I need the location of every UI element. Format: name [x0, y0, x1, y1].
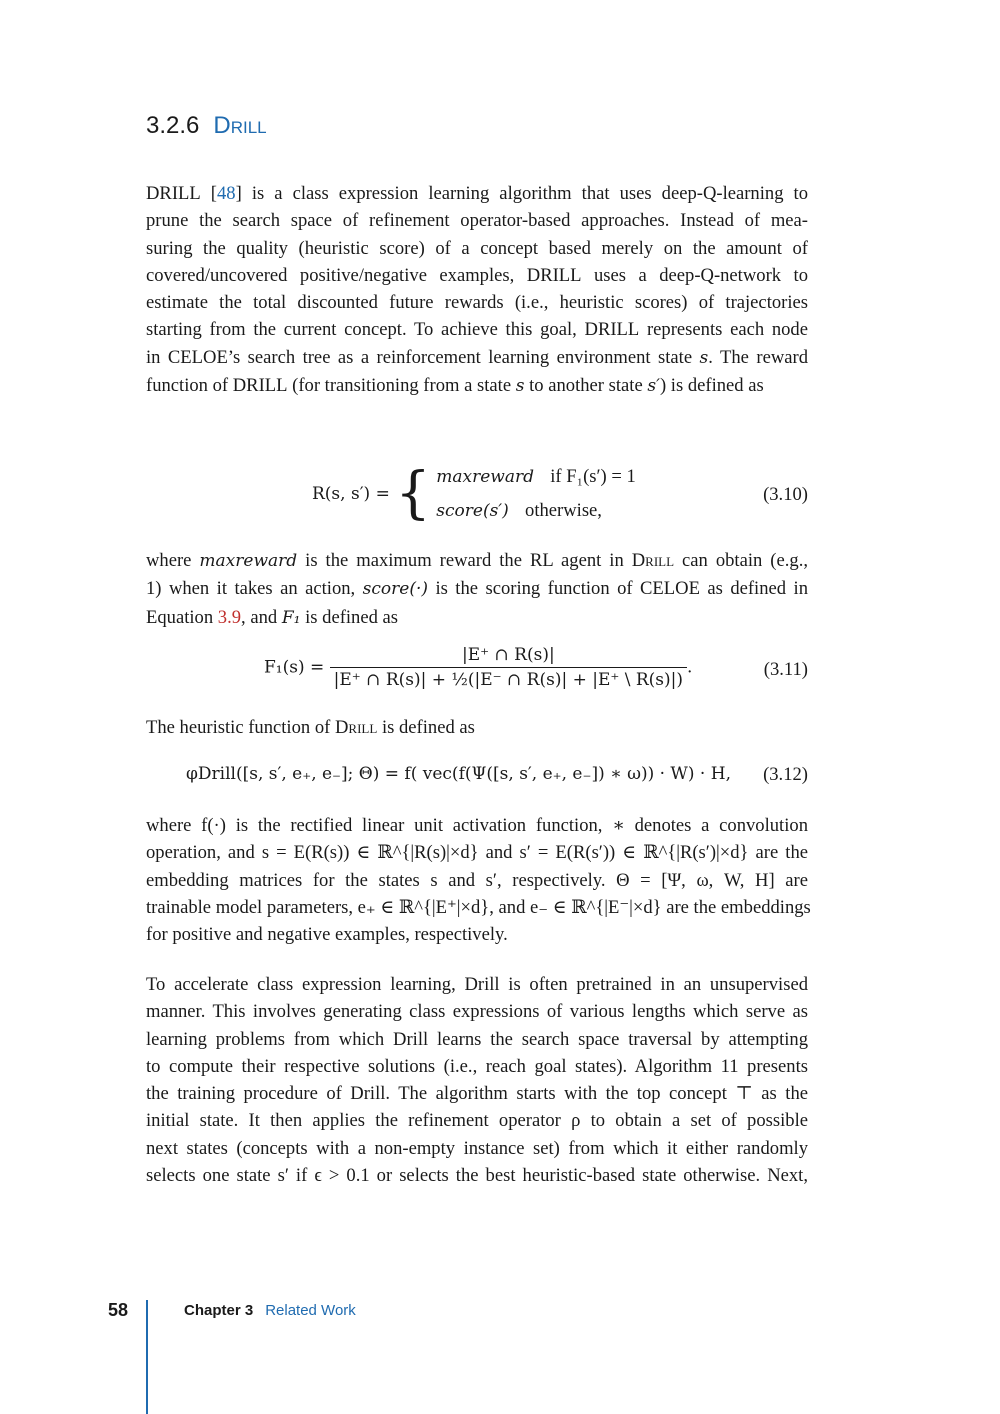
text-line: selects one state s′ if ϵ > 0.1 or selects the best heuristic-based state otherwise. Next, [146, 1165, 808, 1187]
text-line: operation, and s = E(R(s)) ∈ ℝ^{|R(s)|×d} and s′ = E(R(s′)) ∈ ℝ^{|R(s′)|×d} are the [146, 842, 808, 864]
citation-link[interactable]: 48 [217, 183, 236, 204]
paragraph-maxreward [146, 547, 808, 632]
equation-3-11: F₁(s) = $\frac{|E^+ \cap R(s)|}{\text{|E⁺ ∩ R(s)| + ½(|E⁻ ∩ R(s)| + |E⁺ \textbackslash{} R(s)|)}}$ . (3.11) [264, 645, 808, 690]
text-line: initial state. It then applies the refinement operator ρ to obtain a set of possible [146, 1110, 808, 1132]
equation-number: (3.12) [763, 764, 808, 785]
equation-ref-link[interactable]: 3.9 [217, 606, 242, 628]
paragraph-pretraining [146, 971, 808, 1189]
text-line: manner. This involves generating class expressions of various lengths which serve as [146, 1001, 808, 1023]
brace-symbol: { [395, 461, 431, 526]
text-line: for positive and negative examples, respectively. [146, 924, 508, 946]
text-line: trainable model parameters, e₊ ∈ ℝ^{|E⁺|×d}, and e₋ ∈ ℝ^{|E⁻|×d} are the embeddings [146, 896, 811, 918]
text-line: covered/uncovered positive/negative examples, DRILL uses a deep-Q-network to [146, 264, 808, 286]
text-line: embedding matrices for the states s and s′, respectively. Θ = [Ψ, ω, W, H] are [146, 869, 808, 891]
section-number: 3.2.6 [146, 112, 200, 139]
text-line: The heuristic function of Drill is defined as [146, 717, 475, 738]
footer-section[interactable]: Related Work [265, 1302, 356, 1319]
cases-block: maxreward if F₁(s′) = 1 score(s′) otherwise, [436, 466, 636, 521]
text-line: where f(·) is the rectified linear unit activation function, ∗ denotes a convolution [146, 815, 808, 836]
text-line: Equation 3.9, and F₁ is defined as [146, 606, 399, 628]
eq-lhs: R(s, s′) = [312, 484, 390, 504]
fraction: $\frac{|E^+ \cap R(s)|}{\text{|E⁺ ∩ R(s)| + ½(|E⁻ ∩ R(s)| + |E⁺ \textbackslash{} R(s)|)}}$ [330, 645, 687, 690]
paragraph-heuristic [146, 714, 808, 741]
footer-chapter: Chapter 3 [184, 1302, 254, 1319]
text-line: estimate the total discounted future rewards (i.e., heuristic scores) of trajectories [146, 292, 808, 314]
text-line: function of DRILL (for transitioning from a state s to another state s′) is defined as [146, 375, 764, 397]
section-heading [146, 112, 267, 140]
text-line: the training procedure of Drill. The algorithm starts with the top concept ⊤ as the [146, 1083, 808, 1105]
text-line: DRILL [48] is a class expression learning algorithm that uses deep-Q-learning to [146, 183, 808, 204]
equation-number: (3.10) [763, 484, 808, 505]
text-line: next states (concepts with a non-empty instance set) from which it either randomly [146, 1137, 808, 1159]
eq-body: φDrill([s, s′, e₊, e₋]; Θ) = f( vec(f(Ψ([s, s′, e₊, e₋]) ∗ ω)) · W) · H, [186, 764, 731, 784]
text-line: starting from the current concept. To achieve this goal, DRILL represents each node [146, 319, 808, 341]
running-footer [184, 1302, 356, 1319]
section-title: Drill [213, 112, 267, 139]
text-line: suring the quality (heuristic score) of a concept based merely on the amount of [146, 237, 808, 259]
text-line: prune the search space of refinement operator-based approaches. Instead of mea- [146, 210, 808, 232]
text-line: to compute their respective solutions (i.e., reach goal states). Algorithm 11 presents [146, 1055, 808, 1077]
text-line: where maxreward is the maximum reward the RL agent in Drill can obtain (e.g., [146, 550, 808, 571]
paragraph-intro [146, 180, 808, 400]
equation-3-10 [146, 460, 808, 530]
equation-3-12 [146, 762, 808, 794]
footer-divider [146, 1300, 148, 1414]
paragraph-where [146, 812, 811, 948]
eq-lhs: F₁(s) = [264, 657, 325, 678]
equation-number: (3.11) [763, 659, 808, 680]
text-line: 1) when it takes an action, score(·) is the scoring function of CELOE as defined in [146, 578, 808, 600]
text-line: learning problems from which Drill learns the search space traversal by attempting [146, 1028, 808, 1050]
page-number: 58 [108, 1300, 129, 1320]
text-line: in CELOE’s search tree as a reinforcement learning environment state s. The reward [146, 346, 808, 368]
text-line: To accelerate class expression learning, Drill is often pretrained in an unsupervised [146, 974, 808, 995]
